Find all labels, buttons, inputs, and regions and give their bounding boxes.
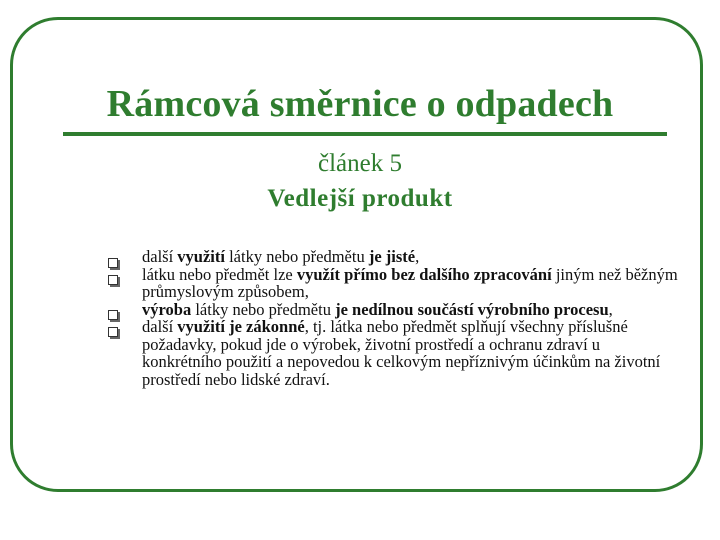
bullet-text: ,: [415, 247, 420, 266]
checkbox-square-icon: [108, 327, 118, 337]
bullet-text-emphasis: je nedílnou součástí výrobního procesu: [335, 299, 609, 319]
bullet-text: látky nebo předmětu: [224, 247, 369, 266]
bullet-item: [108, 301, 678, 319]
bullet-text: ,: [608, 299, 613, 319]
bullet-item: [108, 248, 678, 266]
bullet-text-emphasis: využít přímo bez dalšího zpracování: [296, 264, 552, 284]
slide-title: Rámcová směrnice o odpadech: [106, 83, 614, 125]
bullet-list: [108, 248, 678, 388]
title-divider: [63, 132, 667, 136]
bullet-text: další: [142, 317, 178, 336]
bullet-text: jiným než běžným průmyslovým způsobem,: [142, 264, 678, 301]
bullet-text: látky nebo předmětu: [191, 299, 336, 319]
bullet-text-emphasis: je jisté: [368, 247, 416, 266]
checkbox-square-icon: [108, 275, 118, 285]
bullet-text: další: [142, 247, 178, 266]
bullet-text-emphasis: výroba: [142, 299, 192, 319]
bullet-text: látku nebo předmět lze: [142, 264, 297, 284]
bullet-item: [108, 266, 678, 301]
bullet-text-emphasis: využití: [177, 247, 225, 266]
article-heading: Vedlejší produkt: [267, 185, 453, 212]
bullet-item: [108, 318, 678, 388]
bullet-text: , tj. látka nebo předmět splňují všechny příslušné požadavky, pokud jde o výrobek, životní prostředí a ochranu zdraví u konkrétního použití a nepovedou k celkovým nepříznivým účinkům na životní prostředí nebo lidské zdraví.: [142, 317, 661, 389]
article-number: článek 5: [318, 150, 402, 177]
bullet-text-emphasis: využití je zákonné: [177, 317, 305, 336]
